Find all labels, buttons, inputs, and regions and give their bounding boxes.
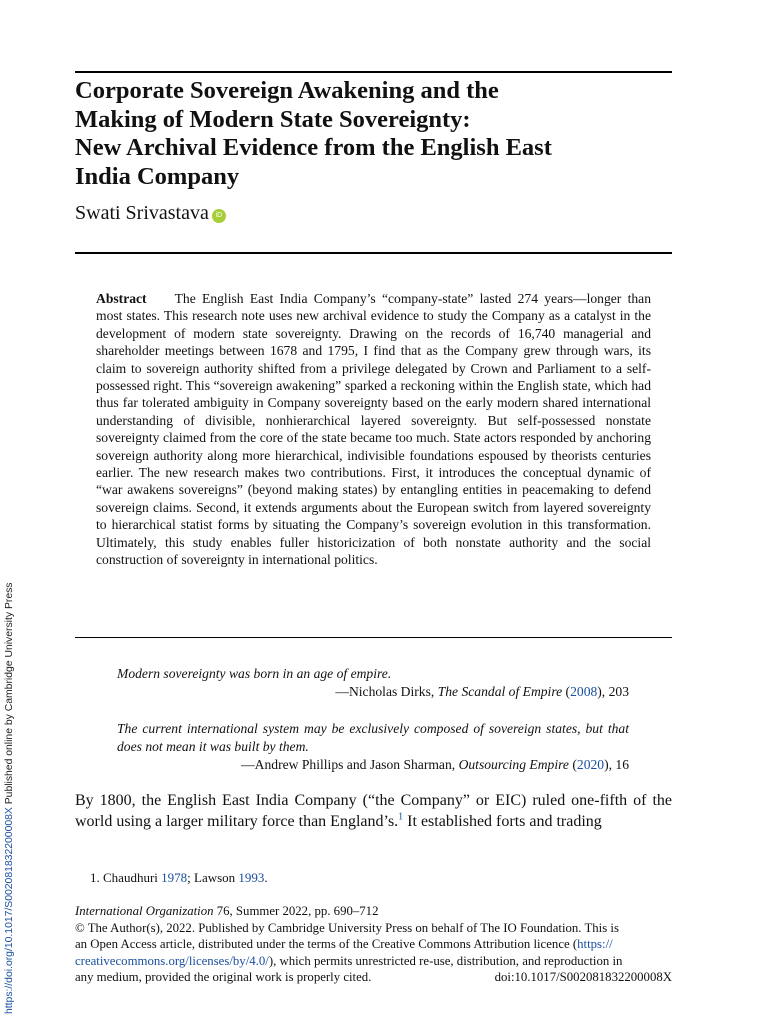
- epigraph-source: —Andrew Phillips and Jason Sharman, Outsourcing Empire (2020), 16: [241, 757, 629, 772]
- license-link[interactable]: creativecommons.org/licenses/by/4.0/: [75, 953, 269, 968]
- title-line: New Archival Evidence from the English East: [75, 134, 552, 161]
- epigraph: [117, 720, 629, 774]
- author-line: [75, 200, 226, 226]
- citation-link[interactable]: 1978: [161, 870, 188, 885]
- abstract: [96, 290, 651, 569]
- license-link[interactable]: https://: [577, 937, 613, 951]
- title-bottom-rule: [75, 252, 672, 254]
- footnote: 1. Chaudhuri 1978; Lawson 1993.: [90, 870, 268, 885]
- article-title: [75, 77, 675, 191]
- epigraph-source: —Nicholas Dirks, The Scandal of Empire (2008), 203: [335, 684, 629, 699]
- publication-info: [75, 903, 672, 986]
- doi: doi:10.1017/S002081832200008X: [494, 970, 672, 984]
- license-line: © The Author(s), 2022. Published by Cambridge University Press on behalf of The IO Foundation. This is: [75, 920, 619, 935]
- license-line: an Open Access article, distributed under the terms of the Creative Commons Attribution licence (https://: [75, 937, 613, 951]
- author-name: Swati Srivastava: [75, 202, 209, 224]
- epigraph-quote: The current international system may be exclusively composed of sovereign states, but that does not mean it was built by them.: [117, 721, 629, 754]
- title-line: Corporate Sovereign Awakening and the: [75, 77, 499, 104]
- journal-line: International Organization 76, Summer 2022, pp. 690–712: [75, 904, 379, 918]
- abstract-text: The English East India Company’s “company-state” lasted 274 years—longer than most states. This research note uses new archival evidence to study the Company as a catalyst in the development of modern state sovereignty. Drawing on the records of 16,740 managerial and shareholder meetings between 1678 and 1795, I find that as the Company grew through wars, its claim to sovereign authority shifted from a privilege delegated by Crown and Parliament to a self-possessed right. This “sovereign awakening” sparked a reckoning within the English state, which had thus far tolerated ambiguity in Company sovereignty based on the early modern shared international understanding of divisible, nonhierarchical layered sovereignty. But self-possessed nonstate sovereignty claimed from the core of the state became too much. State actors responded by anchoring sovereign authority along more hierarchical, indivisible foundations espoused by theorists centuries earlier. The new research makes two contributions. First, it introduces the conceptual dynamic of “war awakens sovereigns” (beyond making states) by entangling entities in peacemaking to defend sovereign claims. Second, it extends arguments about the European switch from layered sovereignty to hierarchical statist forms by situating the Company’s sovereign evolution in this transformation. Ultimately, this study enables fuller historicization of both nonstate authority and the social construction of sovereignty in international politics.: [96, 291, 651, 568]
- epigraph-work: Outsourcing Empire: [458, 757, 569, 772]
- epigraph: [117, 665, 629, 701]
- citation-link[interactable]: 2008: [570, 684, 598, 699]
- citation-link[interactable]: 2020: [576, 757, 605, 772]
- citation-link[interactable]: 1993: [238, 870, 265, 885]
- top-rule: [75, 71, 672, 73]
- epigraph-work: The Scandal of Empire: [437, 684, 563, 699]
- journal-name: International Organization: [75, 904, 214, 918]
- orcid-icon[interactable]: iD: [212, 209, 226, 223]
- sidebar-citation: https://doi.org/10.1017/S002081832200008X Published online by Cambridge University Press: [4, 582, 15, 1014]
- epigraph-quote: Modern sovereignty was born in an age of empire.: [117, 666, 392, 681]
- body-paragraph: By 1800, the English East India Company (“the Company” or EIC) ruled one-fifth of the world using a larger military force than England’s.$^1$ It established forts and trading: [75, 792, 672, 830]
- title-line: Making of Modern State Sovereignty:: [75, 105, 471, 133]
- license-line: creativecommons.org/licenses/by/4.0/), which permits unrestricted re-use, distribution, and reproduction in: [75, 953, 623, 968]
- license-line: any medium, provided the original work is properly cited. doi:10.1017/S002081832200008X: [75, 970, 672, 984]
- title-line: India Company: [75, 162, 240, 190]
- abstract-label: Abstract: [96, 291, 147, 306]
- doi-link[interactable]: https://doi.org/10.1017/S002081832200008X: [4, 807, 15, 1014]
- footnote-ref[interactable]: 1: [398, 811, 404, 823]
- abstract-bottom-rule: [75, 637, 672, 638]
